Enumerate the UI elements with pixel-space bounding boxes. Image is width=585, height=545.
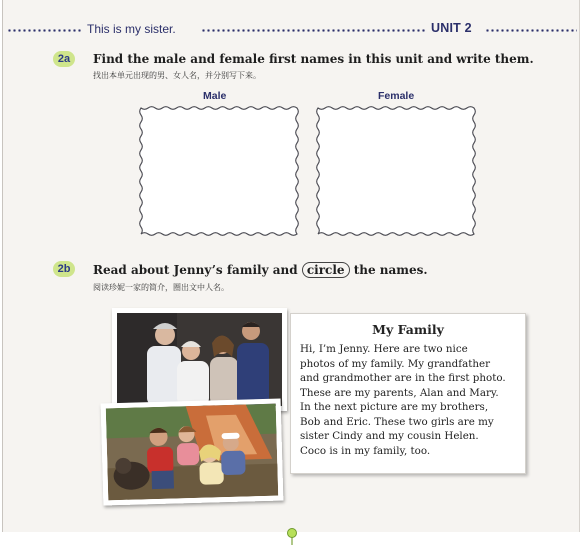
- page-header: [3, 20, 579, 40]
- instruction-2b-before: Read about Jenny’s family and: [93, 263, 298, 277]
- male-names-box[interactable]: [137, 104, 301, 238]
- subtitle-2a: 找出本单元出现的男、女人名，并分别写下来。: [93, 71, 261, 80]
- reading-line: These are my parents, Alan and Mary.: [300, 386, 499, 399]
- header-unit: UNIT 2: [431, 21, 472, 35]
- instruction-2a: Find the male and female first names in this unit and write them.: [93, 52, 534, 66]
- reading-line: and grandmother are in the first photo.: [300, 372, 506, 384]
- header-dots-right: [485, 29, 577, 32]
- reading-body: [300, 342, 520, 458]
- instruction-2b-circled: circle: [302, 262, 350, 278]
- reading-title: My Family: [372, 322, 444, 337]
- header-dots-left: [7, 29, 83, 32]
- reading-line: photos of my family. My grandfather: [300, 357, 490, 370]
- header-dots-middle: [201, 29, 427, 32]
- label-female: Female: [378, 90, 415, 102]
- family-photo-portrait: [112, 308, 287, 411]
- reading-card: [290, 313, 526, 474]
- badge-2b: 2b: [53, 261, 75, 277]
- reading-line: Bob and Eric. These two girls are my: [300, 415, 494, 428]
- reading-line: Hi, I’m Jenny. Here are two nice: [300, 343, 468, 355]
- reading-line: In the next picture are my brothers,: [300, 401, 489, 413]
- location-pin-icon: [286, 527, 298, 545]
- instruction-2b: [93, 262, 428, 278]
- family-photo-children: [101, 399, 284, 506]
- label-male: Male: [203, 90, 227, 102]
- badge-2a: 2a: [53, 51, 75, 67]
- reading-line: Coco is in my family, too.: [300, 444, 431, 457]
- children-illustration: [106, 404, 279, 501]
- instruction-2b-after: the names.: [353, 263, 428, 277]
- textbook-page: [2, 0, 580, 532]
- female-names-box[interactable]: [314, 104, 478, 238]
- header-title: This is my sister.: [87, 22, 176, 36]
- subtitle-2b: 阅读珍妮一家的简介，圈出文中人名。: [93, 283, 229, 292]
- reading-line: sister Cindy and my cousin Helen.: [300, 430, 479, 442]
- portrait-illustration: [117, 313, 282, 406]
